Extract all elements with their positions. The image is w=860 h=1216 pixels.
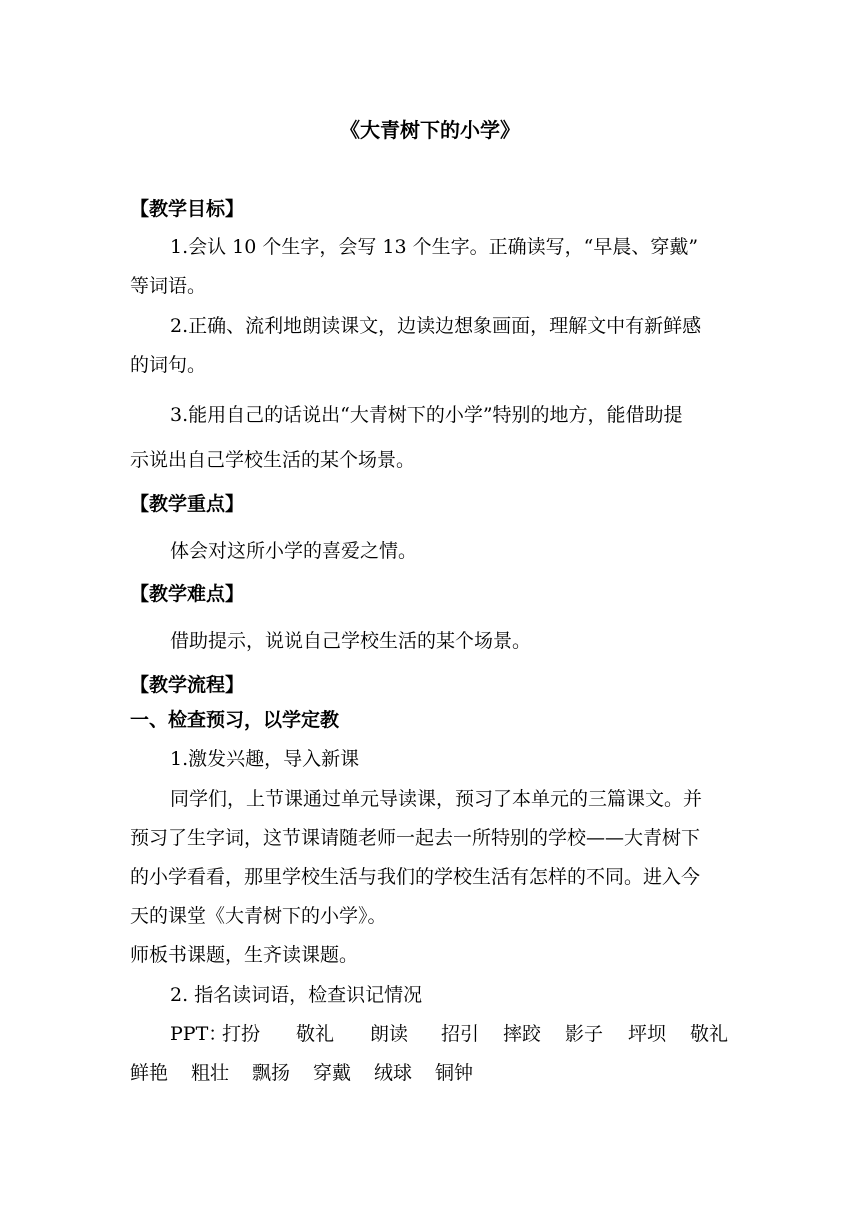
ppt-word: 穿戴 xyxy=(313,1062,352,1084)
ppt-word: 铜钟 xyxy=(435,1062,474,1084)
part1-heading: 一、检查预习，以学定教 xyxy=(130,709,340,731)
objective-1-line1: 1.会认 10 个生字，会写 13 个生字。正确读写，“早晨、穿戴” xyxy=(170,236,699,258)
step1-note: 师板书课题，生齐读课题。 xyxy=(130,944,359,966)
objective-2-line2: 的词句。 xyxy=(130,354,207,376)
objective-1-line2: 等词语。 xyxy=(130,275,207,297)
ppt-word: 影子 xyxy=(565,1023,604,1045)
objective-3-line2: 示说出自己学校生活的某个场景。 xyxy=(130,449,416,471)
ppt-word: 打扮 xyxy=(222,1023,261,1045)
objective-2-line1: 2.正确、流利地朗读课文，边读边想象画面，理解文中有新鲜感 xyxy=(170,315,702,337)
ppt-word: 敬礼 xyxy=(690,1023,729,1045)
ppt-word: 摔跤 xyxy=(503,1023,542,1045)
step1-title: 1.激发兴趣，导入新课 xyxy=(170,748,360,770)
step1-para-line3: 的小学看看，那里学校生活与我们的学校生活有怎样的不同。进入今 xyxy=(130,866,701,888)
step2-title: 2. 指名读词语，检查识记情况 xyxy=(170,984,423,1006)
step1-para-line4: 天的课堂《大青树下的小学》。 xyxy=(130,905,387,927)
process-heading: 【教学流程】 xyxy=(130,674,245,696)
step1-para-line1: 同学们，上节课通过单元导读课，预习了本单元的三篇课文。并 xyxy=(170,788,703,810)
ppt-word: 招引 xyxy=(441,1023,480,1045)
ppt-word: 敬礼 xyxy=(296,1023,335,1045)
objectives-heading: 【教学目标】 xyxy=(130,198,245,220)
objective-3-line1: 3.能用自己的话说出“大青树下的小学”特别的地方，能借助提 xyxy=(170,404,683,426)
ppt-label: PPT： xyxy=(170,1023,228,1045)
ppt-word: 绒球 xyxy=(374,1062,413,1084)
ppt-word: 飘扬 xyxy=(252,1062,291,1084)
key-points-text: 体会对这所小学的喜爱之情。 xyxy=(170,540,418,562)
ppt-word: 坪坝 xyxy=(628,1023,667,1045)
key-points-heading: 【教学重点】 xyxy=(130,493,245,515)
ppt-word: 粗壮 xyxy=(191,1062,230,1084)
difficulties-heading: 【教学难点】 xyxy=(130,583,245,605)
ppt-word: 朗读 xyxy=(370,1023,409,1045)
ppt-word: 鲜艳 xyxy=(130,1062,169,1084)
document-title: 《大青树下的小学》 xyxy=(340,118,520,142)
step1-para-line2: 预习了生字词，这节课请随老师一起去一所特别的学校——大青树下 xyxy=(130,827,701,849)
difficulties-text: 借助提示，说说自己学校生活的某个场景。 xyxy=(170,630,532,652)
